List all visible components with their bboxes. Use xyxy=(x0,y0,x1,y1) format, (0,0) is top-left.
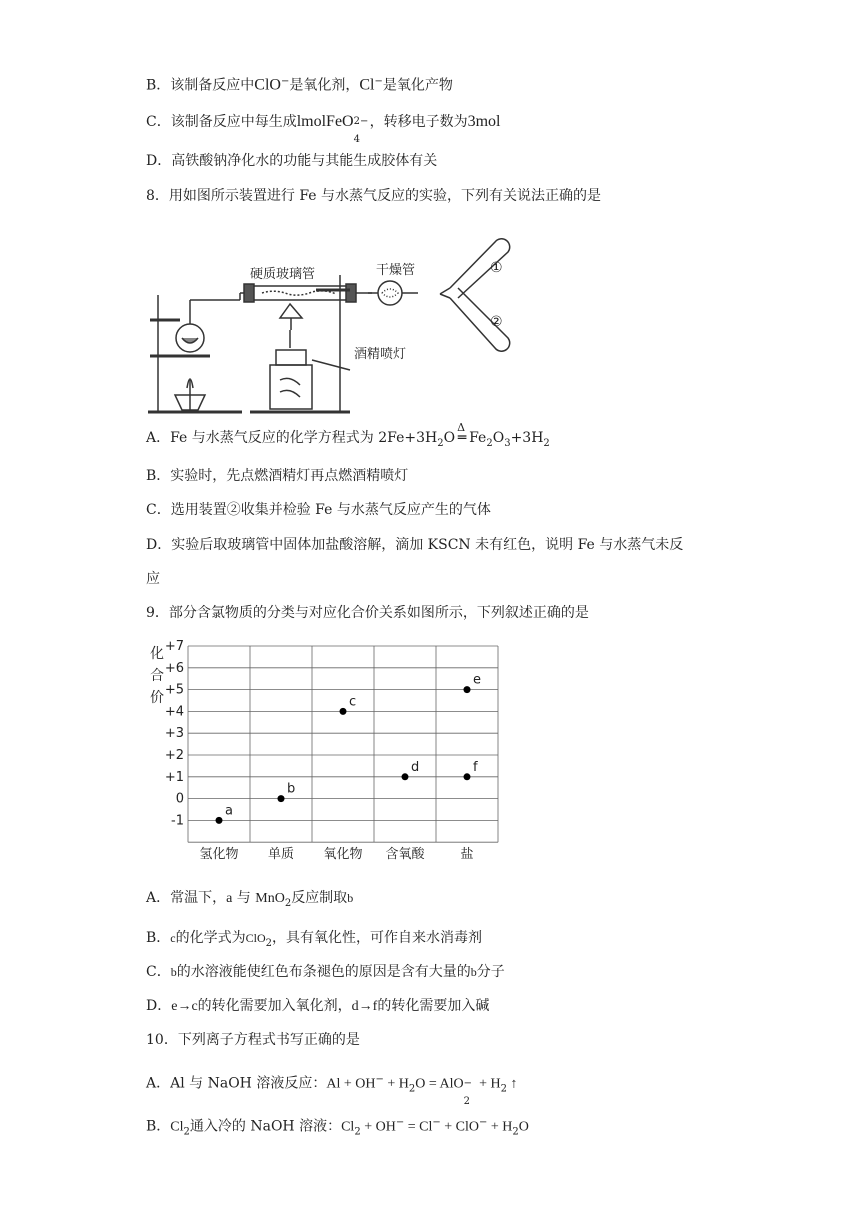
point-label-d: d xyxy=(411,759,420,775)
q7-option-d: D．高铁酸钠净化水的功能与其能生成胶体有关 xyxy=(146,153,438,169)
ylabel-char: 合 xyxy=(150,668,164,684)
apparatus-figure xyxy=(140,220,700,420)
q9-option-b: B．c的化学式为ClO$_2$，具有氧化性，可作自来水消毒剂 xyxy=(146,930,483,949)
q8-option-d-line2: 应 xyxy=(146,571,160,587)
q10-stem: 10．下列离子方程式书写正确的是 xyxy=(146,1032,360,1048)
q9-option-a: A．常温下，a 与 MnO$_2$反应制取b xyxy=(146,890,354,909)
point-d xyxy=(402,773,409,780)
xtick-label: 盐 xyxy=(460,847,474,863)
chart-points xyxy=(216,673,482,824)
ytick-label: -1 xyxy=(171,813,184,829)
point-label-b: b xyxy=(287,781,296,797)
point-f xyxy=(464,773,471,780)
q7-option-c: C．该制备反应中每生成lmolFeO 2− 4 ，转移电子数为3mol xyxy=(146,113,501,145)
q10-option-b: B．$Cl_2$通入冷的 NaOH 溶液：$Cl_2 + OH^- = Cl^- + ClO^- + H_2O$ xyxy=(146,1117,529,1138)
q8-option-d-line1: D．实验后取玻璃管中固体加盐酸溶解，滴加 KSCN 未有红色，说明 Fe 与水蒸气未反 xyxy=(146,537,684,553)
ytick-label: +2 xyxy=(164,748,184,763)
label-glass-tube: 硬质玻璃管 xyxy=(250,267,316,282)
label-device-1: ① xyxy=(490,260,503,276)
ytick-label: +4 xyxy=(164,704,184,720)
chlorine-valence-chart xyxy=(140,636,520,872)
point-b xyxy=(278,795,285,802)
point-c xyxy=(340,708,347,715)
chart-xticks xyxy=(199,846,473,862)
q8-option-b: B．实验时，先点燃酒精灯再点燃酒精喷灯 xyxy=(146,468,409,484)
q10-option-a: A．Al 与 NaOH 溶液反应：$Al + OH^- + H_2O$ = AlO − 2 + $H_2$ ↑ xyxy=(146,1074,518,1107)
ytick-label: 0 xyxy=(175,791,184,807)
ytick-label: +6 xyxy=(164,660,184,676)
point-label-c: c xyxy=(349,694,357,710)
point-label-e: e xyxy=(473,672,481,688)
q9-option-c: C．b的水溶液能使红色布条褪色的原因是含有大量的b分子 xyxy=(146,964,505,980)
xtick-label: 含氧酸 xyxy=(385,847,425,863)
point-e xyxy=(464,686,471,693)
chart-yticks xyxy=(165,639,184,828)
point-a xyxy=(216,817,223,824)
chart-ylabel xyxy=(150,646,164,706)
label-blast-lamp: 酒精喷灯 xyxy=(354,347,407,362)
label-device-2: ② xyxy=(490,314,503,330)
ytick-label: +3 xyxy=(164,726,184,742)
xtick-label: 氧化物 xyxy=(323,847,363,863)
ytick-label: +1 xyxy=(164,769,184,785)
xtick-label: 单质 xyxy=(267,847,295,863)
ylabel-char: 化 xyxy=(150,646,164,662)
ylabel-char: 价 xyxy=(150,690,164,706)
chart-grid xyxy=(188,646,498,842)
label-drying-tube: 干燥管 xyxy=(376,263,416,278)
point-label-f: f xyxy=(473,759,478,775)
ytick-label: +7 xyxy=(164,639,184,654)
q8-option-c: C．选用装置②收集并检验 Fe 与水蒸气反应产生的气体 xyxy=(146,502,491,518)
q9-stem: 9．部分含氯物质的分类与对应化合价关系如图所示，下列叙述正确的是 xyxy=(146,605,589,621)
q7-option-b: B．该制备反应中ClO−是氧化剂，Cl−是氧化产物 xyxy=(146,76,453,94)
q9-option-d: D．e→c的转化需要加入氧化剂，d→f的转化需要加入碱 xyxy=(146,998,490,1014)
q8-stem: 8．用如图所示装置进行 Fe 与水蒸气反应的实验，下列有关说法正确的是 xyxy=(146,188,602,204)
xtick-label: 氢化物 xyxy=(199,847,239,863)
ytick-label: +5 xyxy=(164,682,184,698)
q8-option-a: A．Fe 与水蒸气反应的化学方程式为 $2Fe+3H_2O$ Δ ═ $Fe_2O_3+3H_2$ xyxy=(146,421,550,449)
point-label-a: a xyxy=(225,803,233,819)
